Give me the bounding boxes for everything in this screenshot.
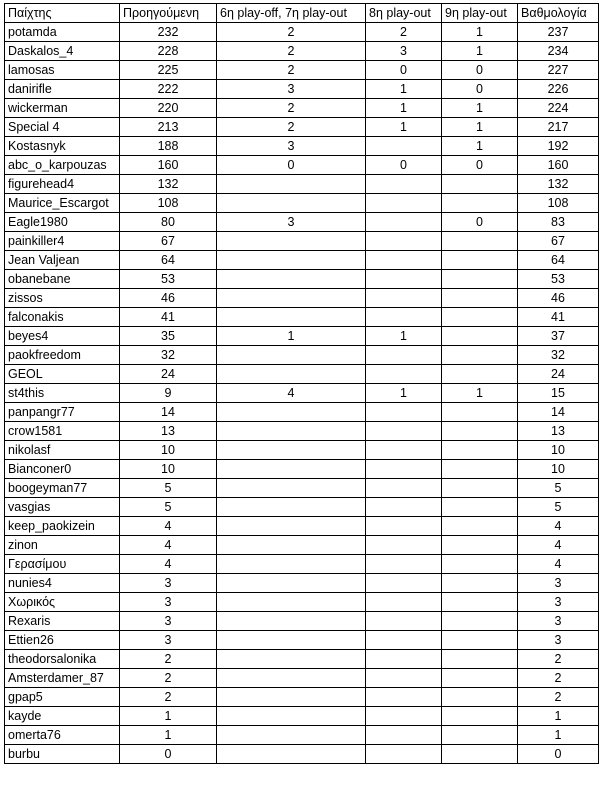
round-6-7-cell [217, 460, 366, 479]
round-9-cell: 0 [442, 213, 518, 232]
total-cell: 2 [518, 688, 599, 707]
total-cell: 64 [518, 251, 599, 270]
round-8-cell [366, 251, 442, 270]
player-cell: Daskalos_4 [5, 42, 120, 61]
round-8-cell: 2 [366, 23, 442, 42]
player-cell: paokfreedom [5, 346, 120, 365]
round-6-7-cell [217, 650, 366, 669]
player-cell: potamda [5, 23, 120, 42]
table-row [5, 479, 599, 498]
round-9-cell: 0 [442, 61, 518, 80]
round-6-7-cell [217, 536, 366, 555]
round-6-7-cell [217, 574, 366, 593]
table-row [5, 346, 599, 365]
total-cell: 160 [518, 156, 599, 175]
round-8-cell [366, 403, 442, 422]
round-8-cell [366, 479, 442, 498]
previous-cell: 3 [120, 631, 217, 650]
round-9-cell [442, 194, 518, 213]
previous-cell: 9 [120, 384, 217, 403]
round-8-cell: 1 [366, 384, 442, 403]
player-cell: zissos [5, 289, 120, 308]
total-cell: 83 [518, 213, 599, 232]
previous-cell: 3 [120, 574, 217, 593]
previous-cell: 225 [120, 61, 217, 80]
round-8-cell [366, 593, 442, 612]
round-9-cell [442, 650, 518, 669]
player-cell: nikolasf [5, 441, 120, 460]
round-6-7-cell: 0 [217, 156, 366, 175]
round-6-7-cell [217, 251, 366, 270]
table-row [5, 745, 599, 764]
total-cell: 37 [518, 327, 599, 346]
player-cell: kayde [5, 707, 120, 726]
round-8-cell [366, 669, 442, 688]
round-6-7-cell: 2 [217, 23, 366, 42]
round-9-cell [442, 270, 518, 289]
round-8-cell [366, 422, 442, 441]
round-8-cell [366, 650, 442, 669]
round-9-cell [442, 517, 518, 536]
player-cell: nunies4 [5, 574, 120, 593]
player-cell: Ettien26 [5, 631, 120, 650]
total-cell: 10 [518, 460, 599, 479]
round-8-cell: 1 [366, 118, 442, 137]
header-round-9: 9η play-out [442, 4, 518, 23]
player-cell: Maurice_Escargot [5, 194, 120, 213]
table-row [5, 384, 599, 403]
player-cell: falconakis [5, 308, 120, 327]
round-8-cell: 0 [366, 156, 442, 175]
table-row [5, 422, 599, 441]
round-8-cell: 1 [366, 327, 442, 346]
previous-cell: 3 [120, 612, 217, 631]
previous-cell: 41 [120, 308, 217, 327]
round-9-cell: 1 [442, 99, 518, 118]
table-row [5, 688, 599, 707]
header-total: Βαθμολογία [518, 4, 599, 23]
round-9-cell [442, 327, 518, 346]
table-row [5, 593, 599, 612]
total-cell: 3 [518, 593, 599, 612]
round-6-7-cell: 2 [217, 118, 366, 137]
round-8-cell [366, 707, 442, 726]
total-cell: 13 [518, 422, 599, 441]
header-player: Παίχτης [5, 4, 120, 23]
player-cell: obanebane [5, 270, 120, 289]
round-6-7-cell: 3 [217, 213, 366, 232]
table-row [5, 650, 599, 669]
player-cell: Bianconer0 [5, 460, 120, 479]
round-9-cell [442, 422, 518, 441]
player-cell: theodorsalonika [5, 650, 120, 669]
table-row [5, 118, 599, 137]
total-cell: 3 [518, 631, 599, 650]
round-9-cell [442, 669, 518, 688]
total-cell: 224 [518, 99, 599, 118]
previous-cell: 1 [120, 726, 217, 745]
table-row [5, 175, 599, 194]
previous-cell: 13 [120, 422, 217, 441]
header-round-8: 8η play-out [366, 4, 442, 23]
round-9-cell [442, 441, 518, 460]
round-8-cell [366, 574, 442, 593]
table-row [5, 232, 599, 251]
round-9-cell [442, 498, 518, 517]
table-row [5, 707, 599, 726]
player-cell: Eagle1980 [5, 213, 120, 232]
player-cell: Γερασίμου [5, 555, 120, 574]
round-6-7-cell [217, 593, 366, 612]
header-previous: Προηγούμενη [120, 4, 217, 23]
total-cell: 46 [518, 289, 599, 308]
table-row [5, 612, 599, 631]
player-cell: boogeyman77 [5, 479, 120, 498]
table-row [5, 327, 599, 346]
total-cell: 4 [518, 517, 599, 536]
player-cell: Amsterdamer_87 [5, 669, 120, 688]
player-cell: gpap5 [5, 688, 120, 707]
previous-cell: 14 [120, 403, 217, 422]
previous-cell: 4 [120, 536, 217, 555]
round-9-cell [442, 175, 518, 194]
round-9-cell [442, 726, 518, 745]
table-row [5, 574, 599, 593]
round-9-cell [442, 365, 518, 384]
round-9-cell: 1 [442, 42, 518, 61]
total-cell: 24 [518, 365, 599, 384]
round-9-cell: 1 [442, 118, 518, 137]
round-9-cell [442, 403, 518, 422]
round-8-cell: 1 [366, 80, 442, 99]
table-row [5, 555, 599, 574]
round-8-cell [366, 213, 442, 232]
table-row [5, 517, 599, 536]
player-cell: lamosas [5, 61, 120, 80]
player-cell: abc_o_karpouzas [5, 156, 120, 175]
round-8-cell: 0 [366, 61, 442, 80]
round-8-cell [366, 194, 442, 213]
round-9-cell [442, 745, 518, 764]
round-9-cell [442, 612, 518, 631]
round-8-cell [366, 517, 442, 536]
round-6-7-cell [217, 631, 366, 650]
round-9-cell [442, 555, 518, 574]
round-6-7-cell [217, 232, 366, 251]
round-6-7-cell [217, 707, 366, 726]
round-9-cell [442, 688, 518, 707]
round-9-cell: 0 [442, 156, 518, 175]
round-9-cell [442, 289, 518, 308]
player-cell: painkiller4 [5, 232, 120, 251]
round-9-cell [442, 232, 518, 251]
round-6-7-cell [217, 669, 366, 688]
player-cell: vasgias [5, 498, 120, 517]
player-cell: crow1581 [5, 422, 120, 441]
total-cell: 4 [518, 555, 599, 574]
previous-cell: 3 [120, 593, 217, 612]
total-cell: 227 [518, 61, 599, 80]
previous-cell: 2 [120, 688, 217, 707]
round-6-7-cell [217, 498, 366, 517]
standings-table-body [5, 4, 599, 764]
round-6-7-cell: 2 [217, 61, 366, 80]
round-8-cell [366, 536, 442, 555]
round-6-7-cell [217, 726, 366, 745]
table-row [5, 270, 599, 289]
round-6-7-cell [217, 479, 366, 498]
player-cell: Special 4 [5, 118, 120, 137]
total-cell: 237 [518, 23, 599, 42]
total-cell: 5 [518, 479, 599, 498]
round-6-7-cell: 1 [217, 327, 366, 346]
player-cell: panpangr77 [5, 403, 120, 422]
round-9-cell [442, 574, 518, 593]
round-9-cell [442, 346, 518, 365]
table-row [5, 536, 599, 555]
round-8-cell [366, 631, 442, 650]
previous-cell: 5 [120, 498, 217, 517]
round-6-7-cell [217, 441, 366, 460]
standings-table [4, 3, 599, 764]
previous-cell: 132 [120, 175, 217, 194]
total-cell: 53 [518, 270, 599, 289]
previous-cell: 53 [120, 270, 217, 289]
round-6-7-cell [217, 365, 366, 384]
total-cell: 192 [518, 137, 599, 156]
table-row [5, 137, 599, 156]
previous-cell: 108 [120, 194, 217, 213]
round-8-cell [366, 441, 442, 460]
round-6-7-cell [217, 346, 366, 365]
previous-cell: 4 [120, 517, 217, 536]
round-6-7-cell [217, 555, 366, 574]
round-6-7-cell: 2 [217, 99, 366, 118]
previous-cell: 64 [120, 251, 217, 270]
round-8-cell: 1 [366, 99, 442, 118]
player-cell: Kostasnyk [5, 137, 120, 156]
player-cell: burbu [5, 745, 120, 764]
total-cell: 217 [518, 118, 599, 137]
previous-cell: 232 [120, 23, 217, 42]
round-9-cell [442, 536, 518, 555]
previous-cell: 213 [120, 118, 217, 137]
table-row [5, 251, 599, 270]
round-8-cell [366, 460, 442, 479]
round-8-cell [366, 498, 442, 517]
previous-cell: 10 [120, 460, 217, 479]
player-cell: figurehead4 [5, 175, 120, 194]
round-8-cell: 3 [366, 42, 442, 61]
previous-cell: 46 [120, 289, 217, 308]
total-cell: 1 [518, 726, 599, 745]
previous-cell: 220 [120, 99, 217, 118]
total-cell: 3 [518, 612, 599, 631]
round-9-cell: 1 [442, 384, 518, 403]
round-6-7-cell [217, 688, 366, 707]
table-row [5, 669, 599, 688]
player-cell: danirifle [5, 80, 120, 99]
total-cell: 3 [518, 574, 599, 593]
player-cell: beyes4 [5, 327, 120, 346]
previous-cell: 160 [120, 156, 217, 175]
total-cell: 132 [518, 175, 599, 194]
total-cell: 14 [518, 403, 599, 422]
previous-cell: 2 [120, 650, 217, 669]
round-6-7-cell [217, 612, 366, 631]
round-6-7-cell [217, 270, 366, 289]
round-9-cell [442, 308, 518, 327]
round-8-cell [366, 232, 442, 251]
total-cell: 0 [518, 745, 599, 764]
total-cell: 1 [518, 707, 599, 726]
total-cell: 234 [518, 42, 599, 61]
total-cell: 15 [518, 384, 599, 403]
table-row [5, 23, 599, 42]
total-cell: 108 [518, 194, 599, 213]
table-row [5, 498, 599, 517]
round-9-cell [442, 479, 518, 498]
table-row [5, 365, 599, 384]
player-cell: wickerman [5, 99, 120, 118]
player-cell: keep_paokizein [5, 517, 120, 536]
previous-cell: 32 [120, 346, 217, 365]
total-cell: 67 [518, 232, 599, 251]
round-9-cell: 1 [442, 23, 518, 42]
previous-cell: 1 [120, 707, 217, 726]
total-cell: 2 [518, 669, 599, 688]
round-8-cell [366, 346, 442, 365]
total-cell: 32 [518, 346, 599, 365]
total-cell: 4 [518, 536, 599, 555]
table-row [5, 403, 599, 422]
round-8-cell [366, 308, 442, 327]
table-row [5, 156, 599, 175]
table-row [5, 42, 599, 61]
round-6-7-cell [217, 289, 366, 308]
round-8-cell [366, 555, 442, 574]
round-8-cell [366, 175, 442, 194]
previous-cell: 222 [120, 80, 217, 99]
table-row [5, 308, 599, 327]
round-8-cell [366, 137, 442, 156]
round-8-cell [366, 688, 442, 707]
round-6-7-cell: 4 [217, 384, 366, 403]
player-cell: Jean Valjean [5, 251, 120, 270]
previous-cell: 4 [120, 555, 217, 574]
header-row [5, 4, 599, 23]
round-6-7-cell [217, 422, 366, 441]
player-cell: Χωρικός [5, 593, 120, 612]
table-row [5, 80, 599, 99]
previous-cell: 80 [120, 213, 217, 232]
previous-cell: 0 [120, 745, 217, 764]
round-6-7-cell [217, 175, 366, 194]
round-9-cell [442, 631, 518, 650]
round-6-7-cell: 3 [217, 137, 366, 156]
player-cell: omerta76 [5, 726, 120, 745]
round-8-cell [366, 365, 442, 384]
previous-cell: 24 [120, 365, 217, 384]
previous-cell: 5 [120, 479, 217, 498]
round-6-7-cell: 2 [217, 42, 366, 61]
table-row [5, 61, 599, 80]
total-cell: 10 [518, 441, 599, 460]
table-row [5, 289, 599, 308]
player-cell: zinon [5, 536, 120, 555]
table-row [5, 460, 599, 479]
round-6-7-cell [217, 308, 366, 327]
table-row [5, 213, 599, 232]
player-cell: GEOL [5, 365, 120, 384]
header-round-6-7: 6η play-off, 7η play-out [217, 4, 366, 23]
round-6-7-cell [217, 194, 366, 213]
total-cell: 2 [518, 650, 599, 669]
previous-cell: 10 [120, 441, 217, 460]
total-cell: 5 [518, 498, 599, 517]
player-cell: st4this [5, 384, 120, 403]
previous-cell: 2 [120, 669, 217, 688]
total-cell: 226 [518, 80, 599, 99]
round-9-cell [442, 460, 518, 479]
previous-cell: 188 [120, 137, 217, 156]
table-row [5, 441, 599, 460]
round-9-cell [442, 593, 518, 612]
round-6-7-cell [217, 403, 366, 422]
round-9-cell [442, 251, 518, 270]
round-9-cell [442, 707, 518, 726]
round-6-7-cell [217, 745, 366, 764]
table-row [5, 726, 599, 745]
round-8-cell [366, 270, 442, 289]
round-9-cell: 1 [442, 137, 518, 156]
round-8-cell [366, 612, 442, 631]
round-9-cell: 0 [442, 80, 518, 99]
round-8-cell [366, 745, 442, 764]
table-row [5, 99, 599, 118]
table-row [5, 631, 599, 650]
total-cell: 41 [518, 308, 599, 327]
previous-cell: 35 [120, 327, 217, 346]
table-row [5, 194, 599, 213]
round-8-cell [366, 289, 442, 308]
previous-cell: 67 [120, 232, 217, 251]
round-6-7-cell: 3 [217, 80, 366, 99]
round-8-cell [366, 726, 442, 745]
previous-cell: 228 [120, 42, 217, 61]
round-6-7-cell [217, 517, 366, 536]
player-cell: Rexaris [5, 612, 120, 631]
